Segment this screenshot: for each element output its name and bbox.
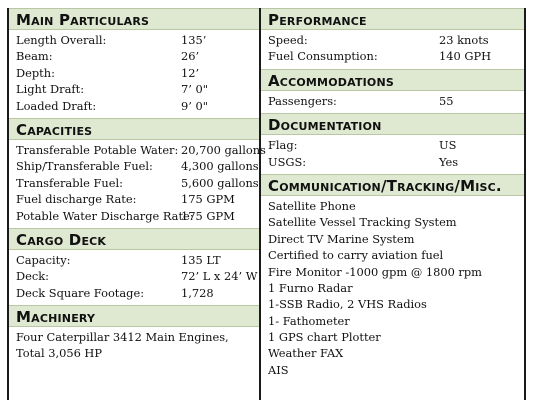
documentation-header: Documentation bbox=[261, 113, 524, 135]
spec-row bbox=[261, 154, 524, 170]
spec-value: 20,700 gallons bbox=[181, 142, 266, 157]
communication-header: Communication/Tracking/Misc. bbox=[261, 174, 524, 196]
spec-label: Deck: bbox=[16, 269, 49, 284]
spec-value: 23 knots bbox=[439, 33, 489, 47]
machinery-section bbox=[9, 305, 259, 362]
spec-row bbox=[9, 32, 259, 48]
spec-row bbox=[261, 137, 524, 153]
equipment-line: Direct TV Marine System bbox=[268, 231, 415, 246]
spec-row bbox=[261, 93, 524, 109]
spec-label: Deck Square Footage: bbox=[16, 285, 145, 300]
spec-label: Fuel discharge Rate: bbox=[16, 192, 137, 207]
communication-section bbox=[261, 174, 524, 378]
spec-label: Flag: bbox=[268, 138, 298, 153]
machinery-line: Total 3,056 HP bbox=[16, 346, 103, 361]
spec-label: Passengers: bbox=[268, 93, 337, 108]
spec-label: Fuel Consumption: bbox=[268, 49, 378, 64]
equipment-line: 1 GPS chart Plotter bbox=[268, 330, 381, 345]
equipment-line: Fire Monitor -1000 gpm @ 1800 rpm bbox=[268, 264, 482, 279]
spec-row bbox=[9, 48, 259, 64]
spec-value: 1,728 bbox=[181, 285, 214, 300]
right-column bbox=[261, 8, 524, 382]
spec-label: Transferable Potable Water: bbox=[16, 142, 179, 157]
equipment-line: 1- Fathometer bbox=[268, 313, 350, 328]
performance-section bbox=[261, 8, 524, 65]
spec-row bbox=[261, 48, 524, 64]
main-particulars-section bbox=[9, 8, 259, 114]
accommodations-section bbox=[261, 69, 524, 109]
spec-value: 7’ 0" bbox=[181, 82, 208, 97]
equipment-line: 1 Furno Radar bbox=[268, 280, 353, 295]
spec-label: Light Draft: bbox=[16, 82, 85, 97]
spec-label: Potable Water Discharge Rate: bbox=[16, 208, 194, 223]
spec-label: Transferable Fuel: bbox=[16, 175, 123, 190]
capacities-section bbox=[9, 118, 266, 224]
spec-label: Length Overall: bbox=[16, 33, 107, 47]
spec-row bbox=[9, 191, 259, 207]
equipment-line: Certified to carry aviation fuel bbox=[268, 248, 444, 263]
spec-value: 9’ 0" bbox=[181, 98, 208, 113]
main-particulars-header: Main Particulars bbox=[9, 8, 259, 30]
left-column bbox=[9, 8, 266, 366]
spec-row bbox=[261, 32, 524, 48]
spec-label: Capacity: bbox=[16, 252, 71, 267]
spec-label: Loaded Draft: bbox=[16, 98, 97, 113]
spec-row bbox=[9, 268, 259, 284]
spec-row bbox=[9, 285, 259, 301]
spec-value: 135 LT bbox=[181, 252, 221, 267]
documentation-section bbox=[261, 113, 524, 170]
machinery-line: Four Caterpillar 3412 Main Engines, bbox=[16, 330, 229, 345]
spec-row bbox=[9, 208, 259, 224]
spec-row bbox=[9, 98, 259, 114]
spec-row bbox=[9, 81, 259, 97]
spec-value: 140 GPH bbox=[439, 49, 492, 64]
accommodations-header: Accommodations bbox=[261, 69, 524, 91]
spec-label: Beam: bbox=[16, 49, 53, 64]
spec-value: 4,300 gallons bbox=[181, 159, 259, 174]
spec-row bbox=[9, 142, 266, 158]
cargo-deck-header: Cargo Deck bbox=[9, 228, 259, 250]
spec-row bbox=[9, 175, 259, 191]
spec-value: 5,600 gallons bbox=[181, 175, 259, 190]
spec-value: 175 GPM bbox=[181, 208, 235, 223]
spec-row bbox=[9, 252, 259, 268]
capacities-header: Capacities bbox=[9, 118, 259, 140]
spec-row bbox=[9, 65, 259, 81]
performance-header: Performance bbox=[261, 8, 524, 30]
spec-value: 12’ bbox=[181, 65, 200, 80]
spec-value: 72’ L x 24’ W bbox=[181, 269, 258, 284]
machinery-header: Machinery bbox=[9, 305, 259, 327]
spec-label: Depth: bbox=[16, 65, 55, 80]
spec-label: Speed: bbox=[268, 33, 308, 47]
spec-value: Yes bbox=[439, 154, 459, 169]
spec-value: 55 bbox=[439, 93, 454, 108]
equipment-line: Satellite Vessel Tracking System bbox=[268, 215, 457, 230]
equipment-line: Satellite Phone bbox=[268, 198, 356, 213]
spec-value: US bbox=[439, 138, 457, 153]
equipment-line: AIS bbox=[268, 362, 289, 377]
equipment-line: 1-SSB Radio, 2 VHS Radios bbox=[268, 297, 427, 312]
spec-value: 26’ bbox=[181, 49, 200, 64]
spec-row bbox=[9, 158, 259, 174]
cargo-deck-section bbox=[9, 228, 259, 301]
spec-value: 175 GPM bbox=[181, 192, 235, 207]
spec-value: 135’ bbox=[181, 33, 207, 47]
equipment-line: Weather FAX bbox=[268, 346, 344, 361]
spec-label: USGS: bbox=[268, 154, 307, 169]
spec-label: Ship/Transferable Fuel: bbox=[16, 159, 153, 174]
